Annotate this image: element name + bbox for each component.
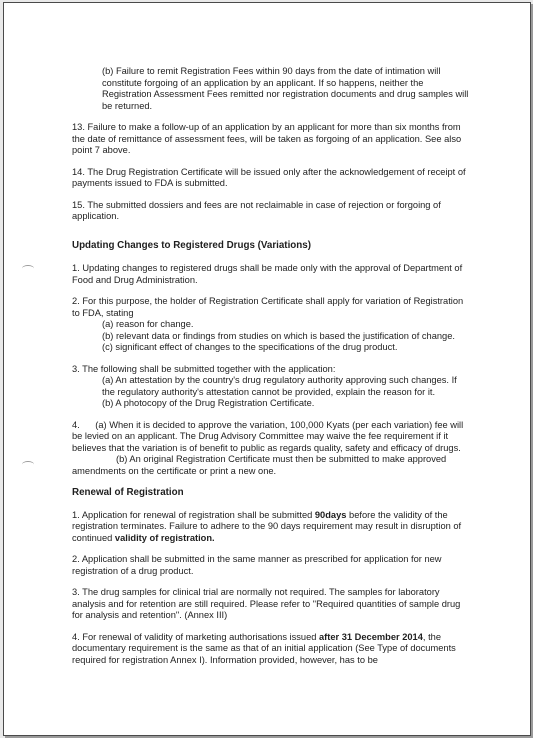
renewal-item-1-bold-days: 90days [314, 509, 347, 520]
paragraph-15: 15. The submitted dossiers and fees are not reclaimable in case of rejection or forgoing of application. [72, 199, 441, 221]
variation-item-2b: (b) relevant data or findings from studies on which is based the justification of change. [102, 330, 455, 341]
renewal-item-1-text: 1. Application for renewal of registration shall be submitted [72, 509, 315, 520]
renewal-item-1-bold-validity: validity of registration. [114, 532, 215, 543]
variation-item-4b: (b) An original Registration Certificate must then be submitted to make approved amendments on the certificate or print a new one. [72, 454, 447, 476]
variation-item-2a: (a) reason for change. [102, 319, 194, 329]
paragraph-14: 14. The Drug Registration Certificate will be issued only after the acknowledgement of receipt of payments issued to FDA is submitted. [72, 166, 466, 188]
document-page [3, 2, 531, 736]
punch-hole-mark [22, 461, 34, 468]
heading-variations: Updating Changes to Registered Drugs (Variations) [72, 239, 311, 251]
variation-item-3a: (a) An attestation by the country's drug regulatory authority approving such changes. If the regulatory authority's attestation cannot be provided, explain the reason for it. [102, 375, 457, 397]
variation-item-2: 2. For this purpose, the holder of Registration Certificate shall apply for variation of Registration to FDA, stating [72, 296, 464, 318]
document-body [72, 66, 472, 676]
renewal-item-4-text: 4. For renewal of validity of marketing authorisations issued [72, 631, 320, 642]
variation-item-3: 3. The following shall be submitted together with the application: [72, 363, 336, 374]
heading-renewal: Renewal of Registration [72, 487, 184, 498]
variation-item-3b: (b) A photocopy of the Drug Registration Certificate. [102, 398, 315, 408]
renewal-item-4-bold-date: after 31 December 2014 [319, 631, 423, 642]
renewal-item-4 [72, 632, 472, 667]
punch-hole-mark [22, 265, 34, 272]
renewal-item-3: 3. The drug samples for clinical trial are normally not required. The samples for laboratory analysis and for retention are still required. Please refer to "Required quantities of sample drug for analysis and retention". (Annex III) [72, 587, 461, 620]
variation-item-1: 1. Updating changes to registered drugs shall be made only with the approval of Department of Food and Drug Administration. [72, 263, 463, 285]
paragraph-12b: (b) Failure to remit Registration Fees within 90 days from the date of intimation will constitute forgoing of an application by an applicant. If so happens, neither the Registration Assessment Fees remitted nor registration documents and drug samples will be returned. [102, 66, 469, 111]
renewal-item-1-text-cont: before the validity of the registration terminates. Failure to adhere to the 90 days requirement may result in disruption of continued [72, 509, 462, 543]
variation-item-4a: 4. (a) When it is decided to approve the variation, 100,000 Kyats (per each variation) fee will be levied on an applicant. The Drug Advisory Committee may waive the fee requirement if it believes that the variation is of benefit to public as regards quality, safety and efficacy of drugs. [72, 419, 466, 453]
variation-item-2c: (c) significant effect of changes to the specifications of the drug product. [102, 342, 398, 352]
renewal-item-1 [72, 510, 472, 545]
renewal-item-4-text-cont: , the documentary requirement is the same as that of an initial application (See Type of documents required for registration Annex I). Information provided, however, has to be [72, 631, 456, 665]
paragraph-13: 13. Failure to make a follow-up of an application by an applicant for more than six months from the date of remittance of assessment fees, will be taken as forgoing of an application. See also point 7 above. [72, 122, 462, 155]
renewal-item-2: 2. Application shall be submitted in the same manner as prescribed for application for new registration of a drug product. [72, 554, 442, 576]
